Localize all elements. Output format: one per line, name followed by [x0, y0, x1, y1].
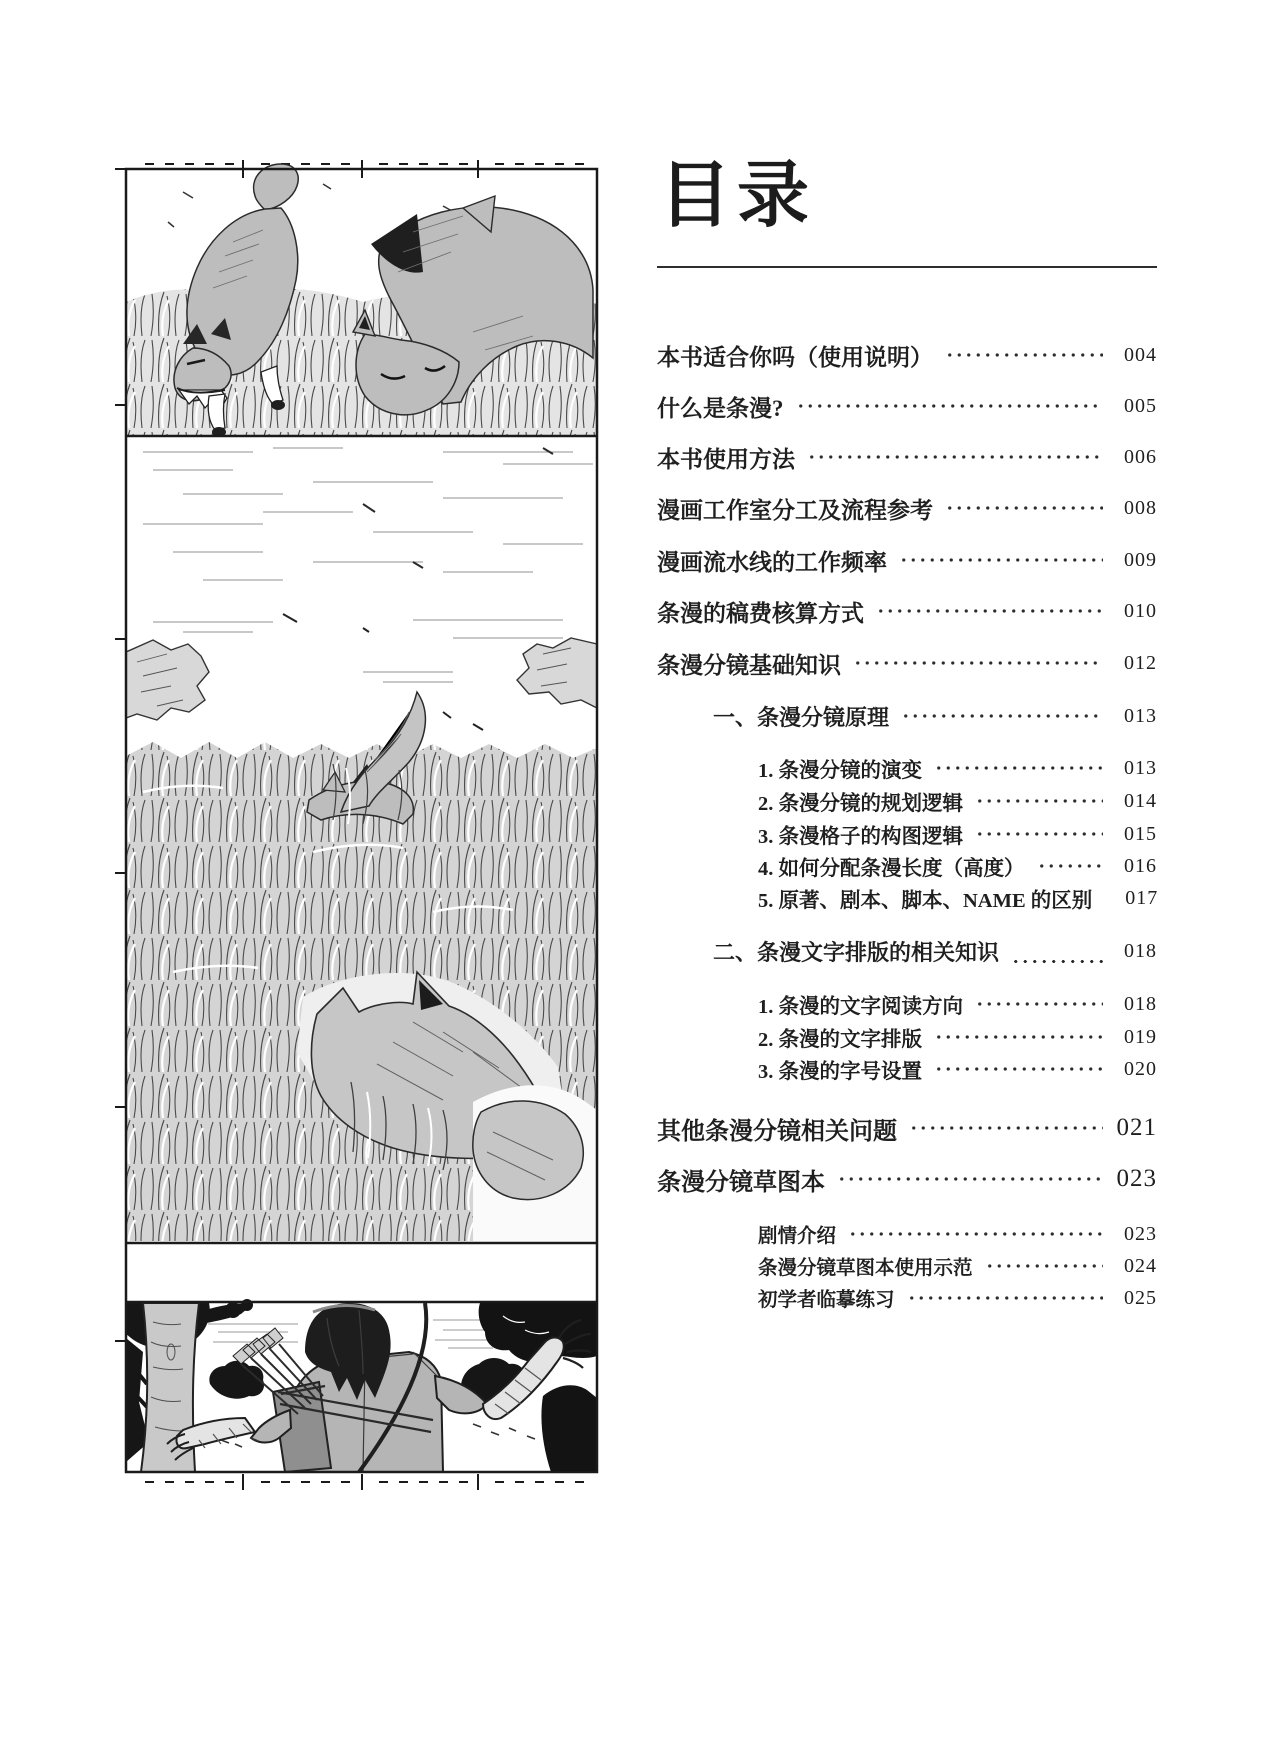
- toc-entry-page: 006: [1124, 445, 1157, 468]
- toc-leader-dots: [1037, 851, 1104, 881]
- toc-leader-dots: [907, 1283, 1103, 1313]
- toc-entry: [713, 936, 1157, 966]
- toc-leader-dots: [876, 596, 1103, 626]
- toc-entry-page: 025: [1124, 1286, 1157, 1309]
- toc-entry: [758, 851, 1157, 881]
- toc-entry-page: 023: [1116, 1165, 1157, 1192]
- toc-entry: [657, 545, 1157, 575]
- toc-entry-page: 019: [1124, 1025, 1157, 1048]
- rocks-left: [126, 640, 209, 720]
- panel-fox-in-grass: [126, 614, 597, 1241]
- toc-leader-dots: [848, 1219, 1103, 1249]
- toc-entry: [758, 786, 1157, 816]
- toc-entry-label: 本书使用方法: [657, 446, 795, 472]
- toc-entry-page: 018: [1124, 939, 1157, 962]
- toc-leader-dots: [807, 442, 1103, 472]
- table-of-contents: [657, 152, 1157, 1342]
- toc-leader-dots: [909, 1113, 1103, 1143]
- toc-entry-label: 5. 原著、剧本、脚本、NAME 的区别: [758, 890, 1093, 912]
- toc-entry-label: 2. 条漫的文字排版: [758, 1029, 922, 1051]
- toc-entry-label: 1. 条漫的文字阅读方向: [758, 996, 963, 1018]
- toc-leader-dots: [975, 989, 1103, 1019]
- toc-entry-label: 条漫的稿费核算方式: [657, 600, 864, 626]
- toc-leader-dots: [975, 786, 1103, 816]
- toc-entry-label: 初学者临摹练习: [758, 1290, 895, 1311]
- toc-leader-dots: [837, 1164, 1103, 1194]
- toc-entry-page: 021: [1116, 1114, 1157, 1141]
- toc-entry-page: 012: [1124, 651, 1157, 674]
- panel-two-foxes: [126, 164, 597, 437]
- toc-leader-dots: [975, 819, 1103, 849]
- toc-entry: [758, 1054, 1157, 1084]
- toc-entry-label: 其他条漫分镜相关问题: [657, 1118, 897, 1145]
- comic-strip-art: [113, 152, 605, 1492]
- toc-entry: [657, 648, 1157, 678]
- toc-entry-page: 010: [1124, 599, 1157, 622]
- toc-entry-page: 013: [1124, 704, 1157, 727]
- toc-entry-page: 020: [1124, 1057, 1157, 1080]
- toc-entry: [758, 883, 1157, 913]
- toc-entry-label: 条漫分镜基础知识: [657, 652, 841, 678]
- toc-entry: [657, 340, 1157, 370]
- toc-entry-label: 1. 条漫分镜的演变: [758, 760, 922, 782]
- panel-field-lines: [143, 448, 593, 580]
- toc-entry-page: 016: [1124, 854, 1157, 877]
- toc-leader-dots: [899, 545, 1103, 575]
- toc-entry-label: 本书适合你吗（使用说明）: [657, 344, 933, 370]
- toc-leader-dots: [1011, 936, 1103, 966]
- toc-entry-label: 3. 条漫格子的构图逻辑: [758, 826, 963, 848]
- toc-leader-dots: [934, 753, 1103, 783]
- toc-entry: [657, 493, 1157, 523]
- toc-leader-dots: [853, 648, 1103, 678]
- toc-leader-dots: [945, 493, 1103, 523]
- toc-entry: [657, 1164, 1157, 1194]
- toc-entry: [758, 1219, 1157, 1249]
- toc-entry: [657, 442, 1157, 472]
- toc-entry-label: 2. 条漫分镜的规划逻辑: [758, 793, 963, 815]
- toc-entry: [657, 596, 1157, 626]
- comic-strip: [113, 152, 605, 1492]
- toc-entry-page: 018: [1124, 992, 1157, 1015]
- page-title: 目录: [659, 156, 816, 236]
- toc-entry-label: 二、条漫文字排版的相关知识: [713, 939, 1000, 965]
- toc-entry-label: 条漫分镜草图本: [657, 1169, 825, 1196]
- toc-entry-label: 剧情介绍: [758, 1226, 837, 1247]
- toc-entry-page: 005: [1124, 394, 1157, 417]
- toc-leader-dots: [934, 1022, 1103, 1052]
- toc-leader-dots: [945, 340, 1103, 370]
- toc-entry-label: 4. 如何分配条漫长度（高度）: [758, 858, 1025, 880]
- toc-entry: [657, 391, 1157, 421]
- toc-entry: [758, 753, 1157, 783]
- toc-entry-label: 什么是条漫?: [657, 395, 784, 421]
- toc-entry-label: 3. 条漫的字号设置: [758, 1061, 922, 1083]
- bush-left: [209, 1361, 264, 1399]
- toc-entry-label: 漫画流水线的工作频率: [657, 549, 887, 575]
- toc-entry: [758, 1283, 1157, 1313]
- toc-leader-dots: [901, 701, 1103, 731]
- toc-entry-label: 一、条漫分镜原理: [713, 704, 890, 730]
- toc-entry-page: 024: [1124, 1254, 1157, 1277]
- toc-entry-page: 013: [1124, 756, 1157, 779]
- toc-entry-page: 004: [1124, 343, 1157, 366]
- toc-entry-label: 漫画工作室分工及流程参考: [657, 497, 933, 523]
- toc-entry-page: 008: [1124, 496, 1157, 519]
- toc-entry: [758, 819, 1157, 849]
- toc-entry-page: 017: [1125, 886, 1159, 909]
- foliage-bottom-right: [541, 1385, 597, 1472]
- toc-entry-page: 009: [1124, 548, 1157, 571]
- toc-entry-page: 015: [1124, 822, 1157, 845]
- toc-entry-label: 条漫分镜草图本使用示范: [758, 1258, 973, 1279]
- toc-entry: [758, 1022, 1157, 1052]
- toc-entry-page: 014: [1124, 789, 1157, 812]
- title-divider: [657, 266, 1157, 268]
- rocks-right: [517, 638, 597, 708]
- toc-leader-dots: [985, 1251, 1103, 1281]
- toc-entry: [758, 1251, 1157, 1281]
- toc-entry: [657, 1113, 1157, 1143]
- toc-entry: [758, 989, 1157, 1019]
- toc-entry-page: 023: [1124, 1222, 1157, 1245]
- toc-leader-dots: [934, 1054, 1103, 1084]
- panel-archer: [126, 1299, 597, 1472]
- toc-entry: [713, 701, 1157, 731]
- toc-leader-dots: [796, 391, 1104, 421]
